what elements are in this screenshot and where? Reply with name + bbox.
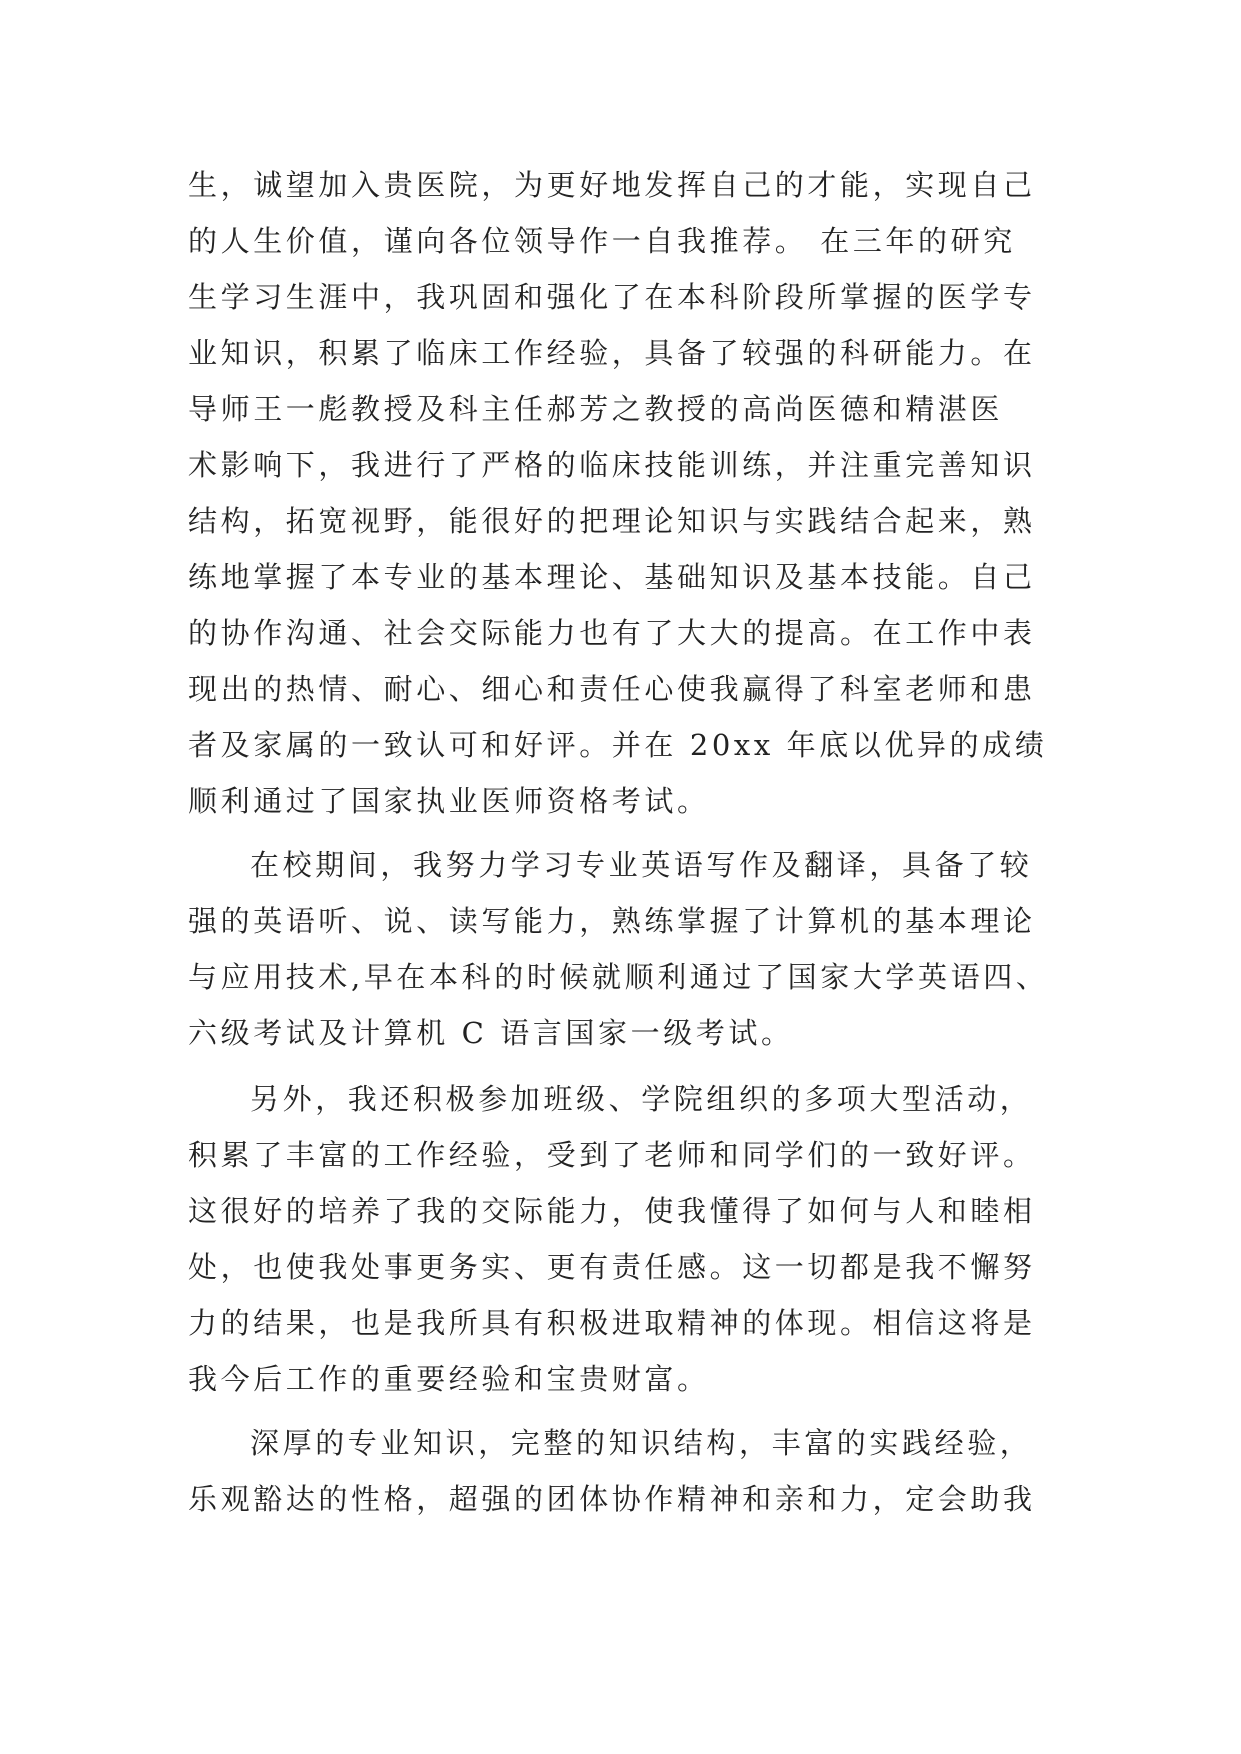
paragraph-1-line-4: 业知识，积累了临床工作经验，具备了较强的科研能力。在 [188, 336, 1036, 370]
paragraph-4-line-1: 深厚的专业知识，完整的知识结构，丰富的实践经验， [250, 1426, 1033, 1460]
paragraph-1-line-6: 术影响下，我进行了严格的临床技能训练，并注重完善知识 [188, 448, 1036, 482]
paragraph-3-line-5: 力的结果，也是我所具有积极进取精神的体现。相信这将是 [188, 1306, 1036, 1340]
paragraph-1-line-9: 的协作沟通、社会交际能力也有了大大的提高。在工作中表 [188, 616, 1036, 650]
paragraph-2-line-3: 与应用技术,早在本科的时候就顺利通过了国家大学英语四、 [188, 960, 1049, 994]
paragraph-2-line-2: 强的英语听、说、读写能力，熟练掌握了计算机的基本理论 [188, 904, 1036, 938]
paragraph-1-line-1: 生，诚望加入贵医院，为更好地发挥自己的才能，实现自己 [188, 168, 1036, 202]
paragraph-3-line-4: 处，也使我处事更务实、更有责任感。这一切都是我不懈努 [188, 1250, 1036, 1284]
paragraph-1-line-10: 现出的热情、耐心、细心和责任心使我赢得了科室老师和患 [188, 672, 1036, 706]
paragraph-2-line-1: 在校期间，我努力学习专业英语写作及翻译，具备了较 [250, 848, 1033, 882]
paragraph-3-line-1: 另外，我还积极参加班级、学院组织的多项大型活动， [250, 1082, 1033, 1116]
paragraph-1-line-8: 练地掌握了本专业的基本理论、基础知识及基本技能。自己 [188, 560, 1036, 594]
paragraph-1-line-5: 导师王一彪教授及科主任郝芳之教授的高尚医德和精湛医 [188, 392, 1004, 426]
paragraph-3-line-2: 积累了丰富的工作经验，受到了老师和同学们的一致好评。 [188, 1138, 1036, 1172]
paragraph-1-line-11: 者及家属的一致认可和好评。并在 20xx 年底以优异的成绩 [188, 728, 1048, 762]
paragraph-1-line-12: 顺利通过了国家执业医师资格考试。 [188, 784, 710, 818]
paragraph-3-line-6: 我今后工作的重要经验和宝贵财富。 [188, 1362, 710, 1396]
paragraph-4-line-2: 乐观豁达的性格，超强的团体协作精神和亲和力，定会助我 [188, 1482, 1036, 1516]
paragraph-1-line-2: 的人生价值，谨向各位领导作一自我推荐。 在三年的研究 [188, 224, 1016, 258]
paragraph-1-line-3: 生学习生涯中，我巩固和强化了在本科阶段所掌握的医学专 [188, 280, 1036, 314]
paragraph-3-line-3: 这很好的培养了我的交际能力，使我懂得了如何与人和睦相 [188, 1194, 1036, 1228]
paragraph-2-line-4: 六级考试及计算机 C 语言国家一级考试。 [188, 1016, 794, 1050]
paragraph-1-line-7: 结构，拓宽视野，能很好的把理论知识与实践结合起来，熟 [188, 504, 1036, 538]
